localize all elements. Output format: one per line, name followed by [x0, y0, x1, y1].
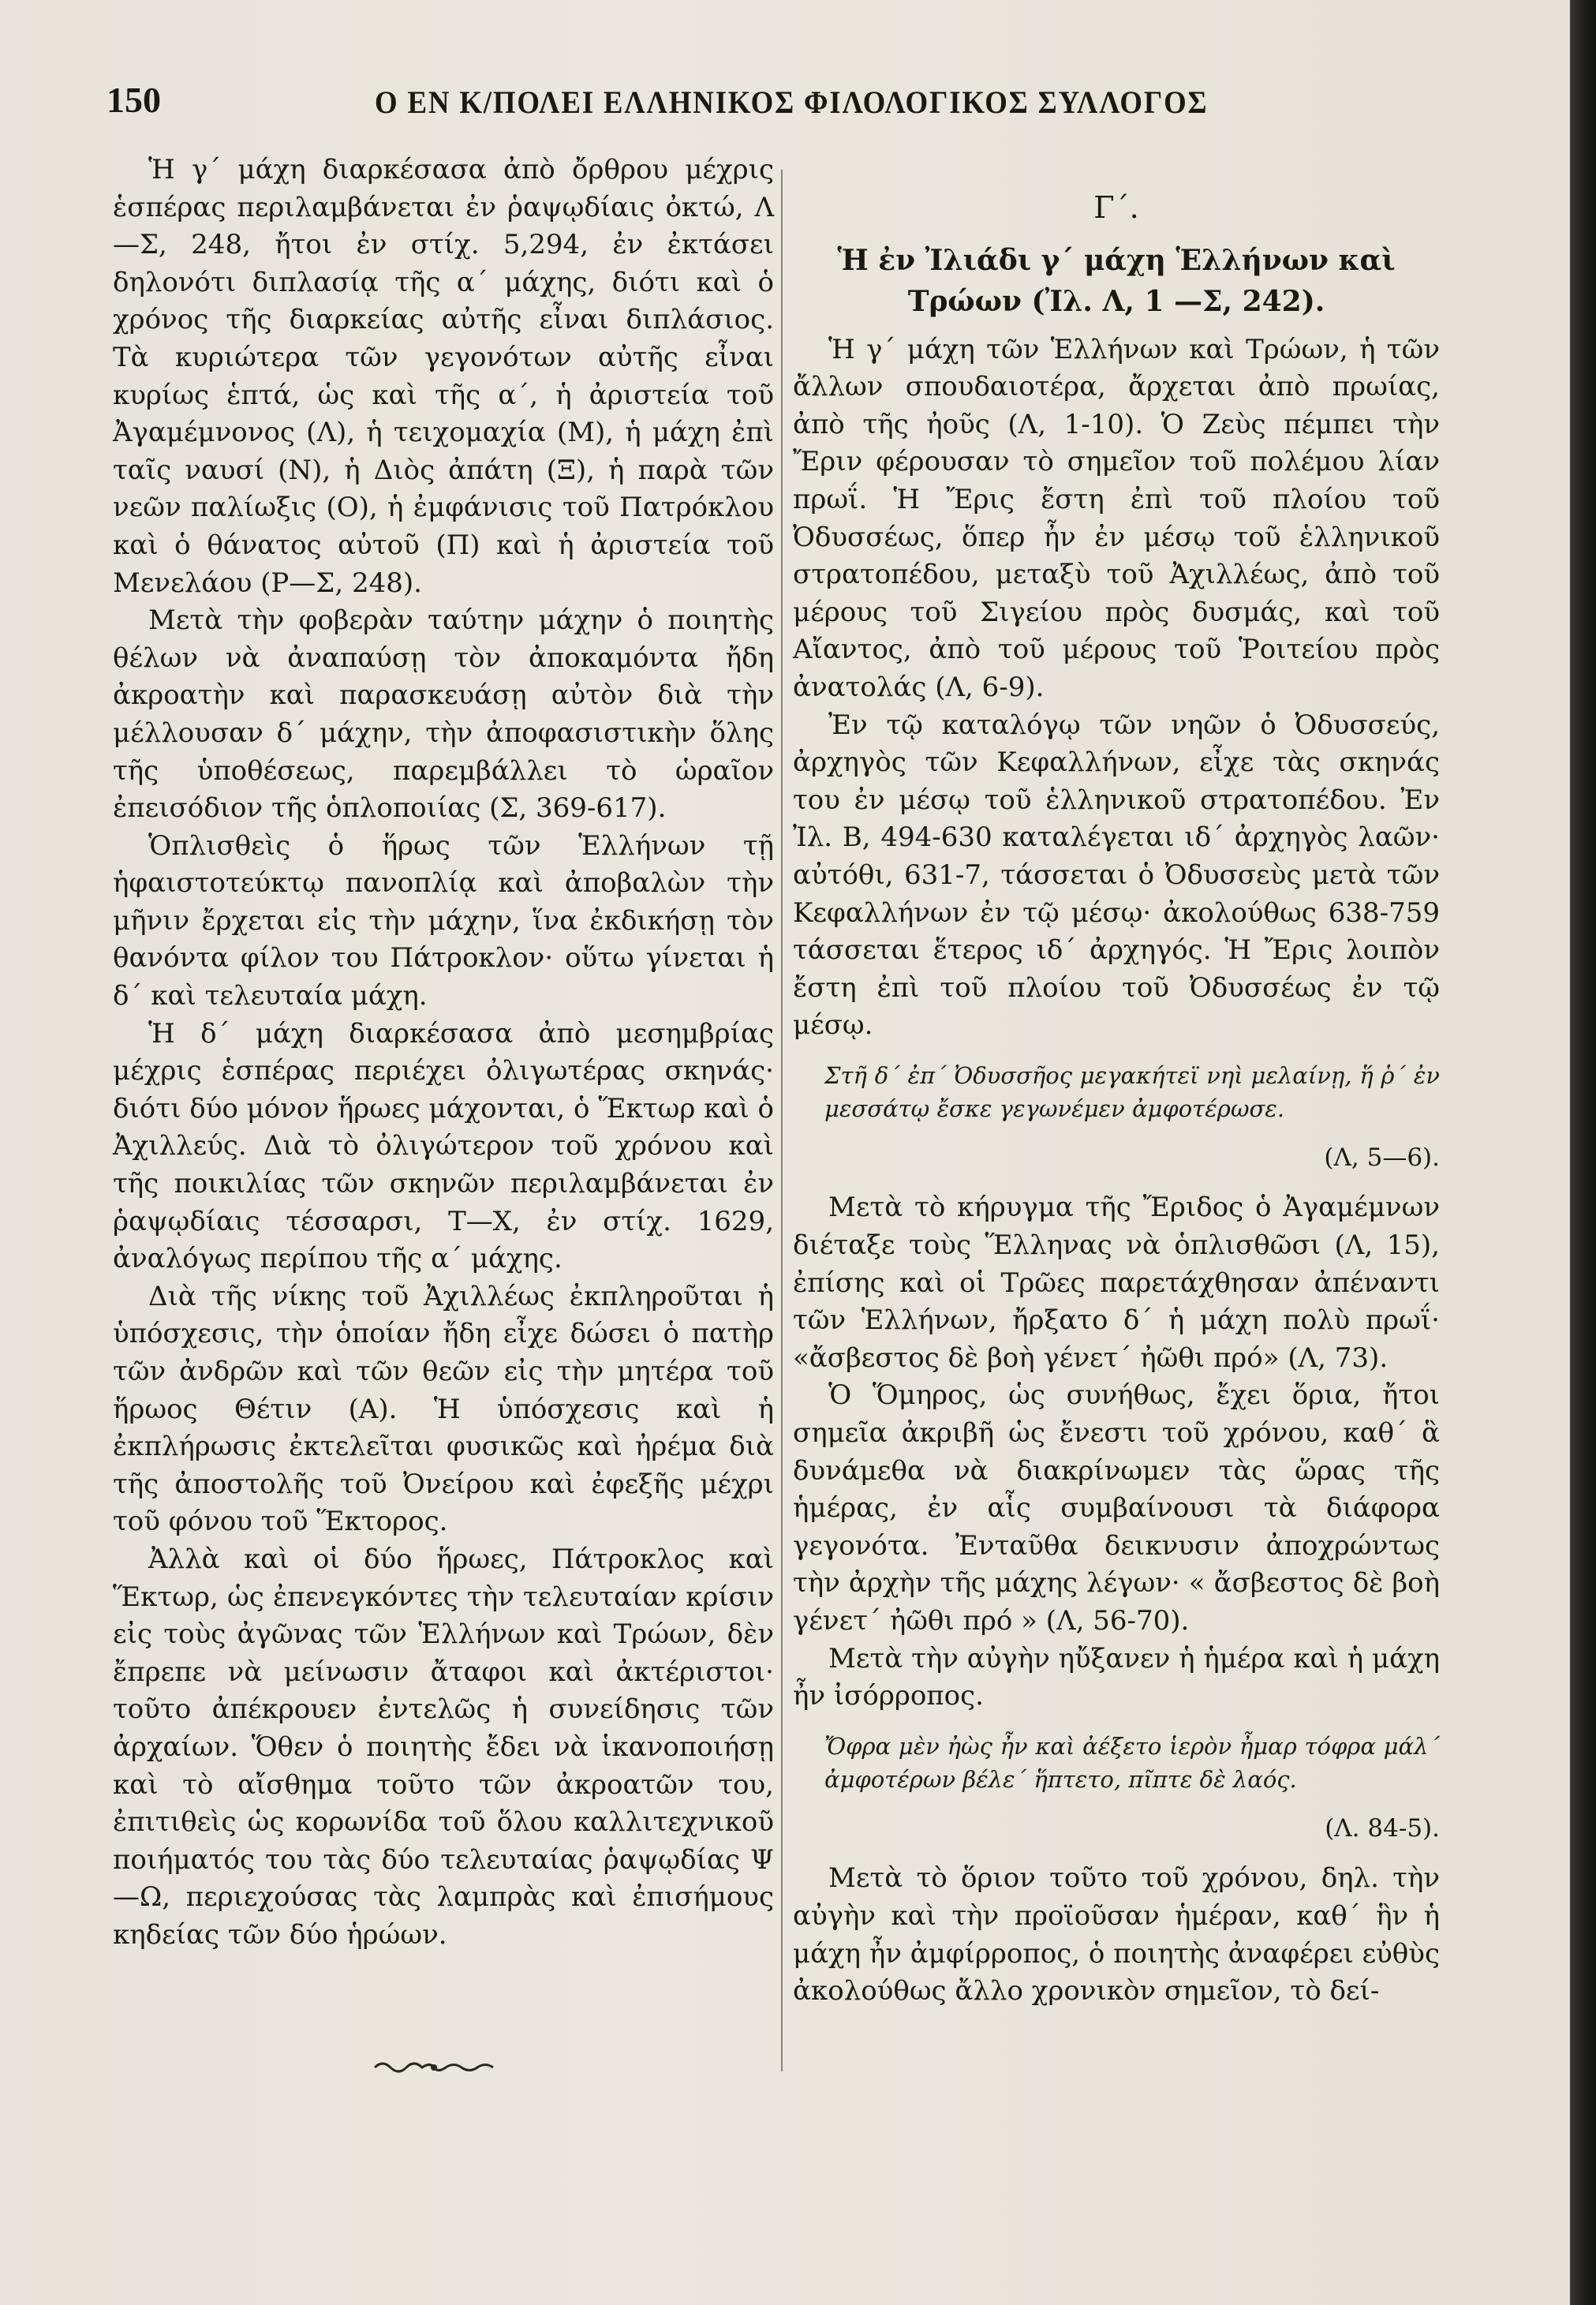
- verse-quote: Στῆ δ΄ ἐπ΄ Ὀδυσσῆος μεγακήτεϊ νηὶ μελαίνῃ, ἥ ῥ΄ ἐν μεσσάτῳ ἔσκε γεγωνέμεν ἀμφοτέρωσε.: [824, 1061, 1440, 1122]
- paragraph: Ὁπλισθεὶς ὁ ἥρως τῶν Ἑλλήνων τῇ ἡφαιστοτεύκτῳ πανοπλίᾳ καὶ ἀποβαλὼν τὴν μῆνιν ἔρχεται εἰς τὴν μάχην, ἵνα ἐκδικήσῃ τὸν θανόντα φίλον του Πάτροκλον· οὕτω γίνεται ἡ δ΄ καὶ τελευταία μάχη.: [113, 829, 774, 1012]
- paragraph: Διὰ τῆς νίκης τοῦ Ἀχιλλέως ἐκπληροῦται ἡ ὑπόσχεσις, τὴν ὁποίαν ἤδη εἶχε δώσει ὁ πατὴρ τῶν ἀνδρῶν καὶ τῶν θεῶν εἰς τὴν μητέρα τοῦ ἥρωος Θέτιν (Α). Ἡ ὑπόσχεσις καὶ ἡ ἐκπλήρωσις ἐκτελεῖται φυσικῶς καὶ ἠρέμα διὰ τῆς ἀποστολῆς τοῦ Ὀνείρου καὶ ἐφεξῆς μέχρι τοῦ φόνου τοῦ Ἕκτορος.: [113, 1280, 774, 1538]
- paragraph: Μετὰ τὴν αὐγὴν ηὔξανεν ἡ ἡμέρα καὶ ἡ μάχη ἦν ἰσόρροπος.: [793, 1642, 1440, 1712]
- verse-reference: (Λ. 84-5).: [1325, 1813, 1440, 1843]
- wavy-rule-ornament-icon: [371, 2056, 497, 2079]
- paragraph: Ἐν τῷ καταλόγῳ τῶν νηῶν ὁ Ὀδυσσεύς, ἀρχηγὸς τῶν Κεφαλλήνων, εἶχε τὰς σκηνάς του ἐν μέσῳ τοῦ ἑλληνικοῦ στρατοπέδου. Ἐν Ἰλ. Β, 494-630 καταλέγεται ιδ΄ ἀρχηγὸς λαῶν· αὐτόθι, 631-7, τάσσεται ὁ Ὀδυσσεὺς μετὰ τῶν Κεφαλλήνων ἐν τῷ μέσῳ· ἀκολούθως 638-759 τάσσεται ἕτερος ιδ΄ ἀρχηγός. Ἡ Ἔρις λοιπὸν ἔστη ἐπὶ τοῦ πλοίου τοῦ Ὀδυσσέως ἐν τῷ μέσῳ.: [793, 709, 1440, 1042]
- section-number: Γ΄.: [1093, 190, 1139, 225]
- verse-quote: Ὄφρα μὲν ἠὼς ἦν καὶ ἀέξετο ἱερὸν ἦμαρ τόφρα μάλ΄ ἀμφοτέρων βέλε΄ ἥπτετο, πῖπτε δὲ λαός.: [824, 1732, 1440, 1793]
- paragraph: Μετὰ τὸ κήρυγμα τῆς Ἔριδος ὁ Ἀγαμέμνων διέταξε τοὺς Ἕλληνας νὰ ὁπλισθῶσι (Λ, 15), ἐπίσης καὶ οἱ Τρῶες παρετάχθησαν ἀπέναντι τῶν Ἑλλήνων, ἤρξατο δ΄ ἡ μάχη πολὺ πρωΐ· «ἄσβεστος δὲ βοὴ γένετ΄ ἠῶθι πρό» (Λ, 73).: [793, 1192, 1440, 1374]
- column-divider: [781, 170, 783, 2071]
- paragraph: Ἡ δ΄ μάχη διαρκέσασα ἀπὸ μεσημβρίας μέχρις ἑσπέρας περιέχει ὀλιγωτέρας σκηνάς· διότι δύο μόνον ἥρωες μάχονται, ὁ Ἕκτωρ καὶ ὁ Ἀχιλλεύς. Διὰ τὸ ὀλιγώτερον τοῦ χρόνου καὶ τῆς ποικιλίας τῶν σκηνῶν περιλαμβάνεται ἐν ῥαψῳδίαις τέσσαρσι, Τ—Χ, ἐν στίχ. 1629, ἀναλόγως περίπου τῆς α΄ μάχης.: [113, 1017, 774, 1275]
- section-title: Ἡ ἐν Ἰλιάδι γ΄ μάχη Ἑλλήνων καὶ Τρώων (Ἰλ. Λ, 1 —Σ, 242).: [837, 243, 1396, 318]
- page-header: [107, 79, 1511, 134]
- paragraph: Ἡ γ΄ μάχη διαρκέσασα ἀπὸ ὄρθρου μέχρις ἑσπέρας περιλαμβάνεται ἐν ῥαψῳδίαις ὀκτώ, Λ—Σ, 248, ἤτοι ἐν στίχ. 5,294, ἐν ἐκτάσει δηλονότι διπλασίᾳ τῆς α΄ μάχης, διότι καὶ ὁ χρόνος τῆς διαρκείας αὐτῆς εἶναι διπλάσιος. Τὰ κυριώτερα τῶν γεγονότων αὐτῆς εἶναι κυρίως ἑπτά, ὡς καὶ τῆς α΄, ἡ ἀριστεία τοῦ Ἀγαμέμνονος (Λ), ἡ τειχομαχία (Μ), ἡ μάχη ἐπὶ ταῖς ναυσί (Ν), ἡ Διὸς ἀπάτη (Ξ), ἡ παρὰ τῶν νεῶν παλίωξις (Ο), ἡ ἐμφάνισις τοῦ Πατρόκλου καὶ ὁ θάνατος αὐτοῦ (Π) καὶ ἡ ἀριστεία τοῦ Μενελάου (Ρ—Σ, 248).: [113, 154, 774, 599]
- right-column: [793, 181, 1440, 2011]
- page-number: 150: [107, 80, 161, 120]
- verse-reference: (Λ, 5—6).: [1324, 1143, 1440, 1172]
- paragraph: Ὁ Ὅμηρος, ὡς συνήθως, ἔχει ὅρια, ἤτοι σημεῖα ἀκριβῆ ὡς ἔνεστι τοῦ χρόνου, καθ΄ ἃ δυνάμεθα νὰ διακρίνωμεν τὰς ὥρας τῆς ἡμέρας, ἐν αἷς συμβαίνουσι τὰ διάφορα γεγονότα. Ἐνταῦθα δεικνυσιν ἀποχρώντως τὴν ἀρχὴν τῆς μάχης λέγων· « ἄσβεστος δὲ βοὴ γένετ΄ ἠῶθι πρό » (Λ, 56-70).: [793, 1379, 1440, 1637]
- paragraph: Μετὰ τὴν φοβερὰν ταύτην μάχην ὁ ποιητὴς θέλων νὰ ἀναπαύσῃ τὸν ἀποκαμόντα ἤδη ἀκροατὴν καὶ παρασκευάσῃ αὐτὸν διὰ τὴν μέλλουσαν δ΄ μάχην, τὴν ἀποφασιστικὴν ὅλης τῆς ὑποθέσεως, παρεμβάλλει τὸ ὡραῖον ἐπεισόδιον τῆς ὁπλοποιίας (Σ, 369-617).: [113, 604, 774, 825]
- running-head: Ο ΕΝ Κ/ΠΟΛΕΙ ΕΛΛΗΝΙΚΟΣ ΦΙΛΟΛΟΓΙΚΟΣ ΣΥΛΛΟΓΟΣ: [375, 84, 1209, 120]
- paragraph: Μετὰ τὸ ὅριον τοῦτο τοῦ χρόνου, δηλ. τὴν αὐγὴν καὶ τὴν προϊοῦσαν ἡμέραν, καθ΄ ἣν ἡ μάχη ἦν ἀμφίρροπος, ὁ ποιητὴς ἀναφέρει εὐθὺς ἀκολούθως ἄλλο χρονικὸν σημεῖον, τὸ δεί-: [793, 1862, 1440, 2008]
- page-shadow-edge: [1570, 0, 1596, 2305]
- paragraph: Ἡ γ΄ μάχη τῶν Ἑλλήνων καὶ Τρώων, ἡ τῶν ἄλλων σπουδαιοτέρα, ἄρχεται ἀπὸ πρωίας, ἀπὸ τῆς ἠοῦς (Λ, 1-10). Ὁ Ζεὺς πέμπει τὴν Ἔριν φέρουσαν τὸ σημεῖον τοῦ πολέμου λίαν πρωΐ. Ἡ Ἔρις ἔστη ἐπὶ τοῦ πλοίου τοῦ Ὀδυσσέως, ὅπερ ἦν ἐν μέσῳ τοῦ ἑλληνικοῦ στρατοπέδου, μεταξὺ τοῦ Ἀχιλλέως, ἀπὸ τοῦ μέρους τοῦ Σιγείου πρὸς δυσμάς, καὶ τοῦ Αἴαντος, ἀπὸ τοῦ μέρους τοῦ Ῥοιτείου πρὸς ἀνατολάς (Λ, 6-9).: [793, 333, 1440, 703]
- left-column: [113, 152, 774, 1955]
- paragraph: Ἀλλὰ καὶ οἱ δύο ἥρωες, Πάτροκλος καὶ Ἕκτωρ, ὡς ἐπενεγκόντες τὴν τελευταίαν κρίσιν εἰς τοὺς ἀγῶνας τῶν Ἑλλήνων καὶ Τρώων, δὲν ἔπρεπε νὰ μείνωσιν ἄταφοι καὶ ἀκτέριστοι· τοῦτο ἀπέκρουεν ἐντελῶς ἡ συνείδησις τῶν ἀρχαίων. Ὅθεν ὁ ποιητὴς ἔδει νὰ ἱκανοποιήσῃ καὶ τὸ αἴσθημα τοῦτο τῶν ἀκροατῶν του, ἐπιτιθεὶς ὡς κορωνίδα τοῦ ὅλου καλλιτεχνικοῦ ποιήματός του τὰς δύο τελευταίας ῥαψῳδίας Ψ—Ω, περιεχούσας τὰς λαμπρὰς καὶ ἐπισήμους κηδείας τῶν δύο ἡρώων.: [113, 1543, 774, 1951]
